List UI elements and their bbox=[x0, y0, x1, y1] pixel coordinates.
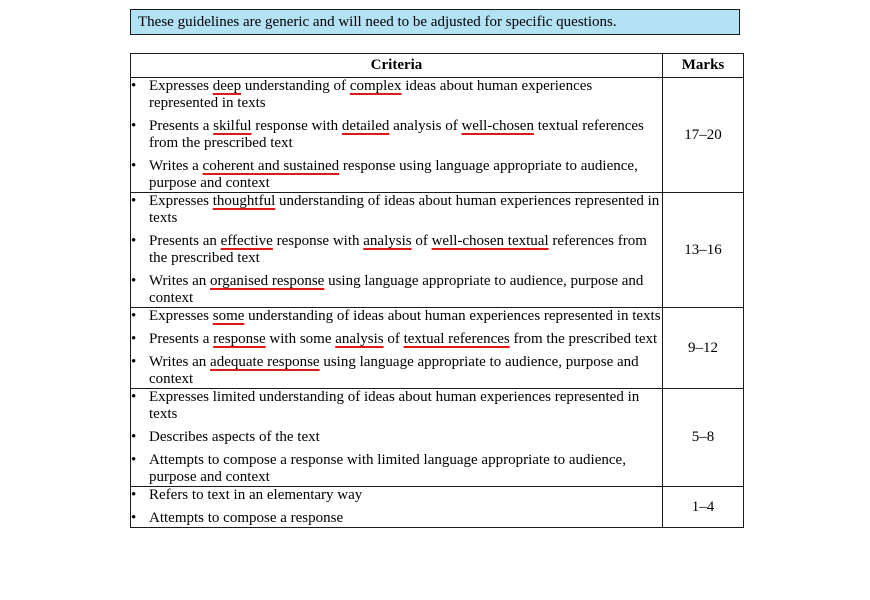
criterion-item bbox=[131, 429, 662, 446]
marks-cell: 13–16 bbox=[663, 193, 744, 308]
criterion-text: response with bbox=[272, 233, 364, 249]
criterion-text: Expresses bbox=[149, 308, 213, 324]
marking-criteria-table bbox=[130, 53, 744, 528]
criterion-text: Describes aspects of the text bbox=[149, 429, 320, 445]
emphasized-term: well-chosen bbox=[461, 118, 534, 134]
criterion-text: ideas about human experiences represented in texts bbox=[149, 78, 593, 111]
criterion-text: of bbox=[383, 331, 404, 347]
criterion-text: from the prescribed text bbox=[509, 331, 658, 347]
criteria-cell bbox=[131, 308, 663, 389]
criterion-item bbox=[131, 452, 662, 486]
criteria-cell bbox=[131, 389, 663, 487]
criterion-item bbox=[131, 389, 662, 423]
marks-cell: 5–8 bbox=[663, 389, 744, 487]
emphasized-term: skilful bbox=[213, 118, 252, 134]
emphasized-term: response bbox=[213, 331, 266, 347]
emphasized-term: analysis bbox=[335, 331, 384, 347]
marks-cell: 1–4 bbox=[663, 487, 744, 528]
criterion-item bbox=[131, 354, 662, 388]
criterion-item bbox=[131, 308, 662, 325]
criterion-item bbox=[131, 331, 662, 348]
criterion-item bbox=[131, 78, 662, 112]
band-row-1-4 bbox=[131, 487, 744, 528]
criterion-text: Expresses bbox=[149, 78, 213, 94]
criterion-text: Writes an bbox=[149, 354, 211, 370]
criterion-text: Writes an bbox=[149, 273, 211, 289]
criterion-text: references from the prescribed text bbox=[149, 233, 647, 266]
band-row-5-8 bbox=[131, 389, 744, 487]
emphasized-term: some bbox=[212, 308, 245, 324]
criteria-cell bbox=[131, 193, 663, 308]
criterion-text: Attempts to compose a response bbox=[149, 510, 344, 526]
emphasized-term: textual references bbox=[403, 331, 510, 347]
emphasized-term: organised response bbox=[210, 273, 325, 289]
criterion-item bbox=[131, 118, 662, 152]
criteria-list bbox=[131, 389, 662, 486]
criterion-text: Presents a bbox=[149, 118, 214, 134]
criterion-text: using language appropriate to audience, purpose and context bbox=[149, 273, 644, 306]
criterion-text: Presents a bbox=[149, 331, 214, 347]
criterion-item bbox=[131, 510, 662, 527]
criteria-list bbox=[131, 487, 662, 527]
criterion-text: understanding of bbox=[241, 78, 350, 94]
criteria-list bbox=[131, 308, 662, 388]
criterion-text: using language appropriate to audience, purpose and context bbox=[149, 354, 639, 387]
table-body bbox=[131, 78, 744, 528]
criterion-text: of bbox=[411, 233, 432, 249]
criterion-text: Presents an bbox=[149, 233, 221, 249]
criterion-text: Refers to text in an elementary way bbox=[149, 487, 363, 503]
emphasized-term: effective bbox=[220, 233, 273, 249]
criterion-text: analysis of bbox=[389, 118, 462, 134]
criterion-text: response using language appropriate to audience, purpose and context bbox=[149, 158, 638, 191]
criteria-list bbox=[131, 193, 662, 307]
emphasized-term: complex bbox=[349, 78, 402, 94]
criterion-text: textual references from the prescribed text bbox=[149, 118, 644, 151]
criteria-cell bbox=[131, 78, 663, 193]
criterion-item bbox=[131, 233, 662, 267]
criteria-header: Criteria bbox=[131, 54, 663, 78]
band-row-17-20 bbox=[131, 78, 744, 193]
criterion-text: understanding of ideas about human experiences represented in texts bbox=[244, 308, 661, 324]
criteria-list bbox=[131, 78, 662, 192]
emphasized-term: well-chosen textual bbox=[431, 233, 549, 249]
criterion-text: with some bbox=[265, 331, 336, 347]
criterion-text: Expresses bbox=[149, 193, 213, 209]
criteria-cell bbox=[131, 487, 663, 528]
criterion-item bbox=[131, 487, 662, 504]
emphasized-term: coherent and sustained bbox=[202, 158, 340, 174]
band-row-9-12 bbox=[131, 308, 744, 389]
guidelines-note: These guidelines are generic and will need to be adjusted for specific questions. bbox=[130, 9, 740, 35]
criterion-text: response with bbox=[251, 118, 342, 134]
marks-header: Marks bbox=[663, 54, 744, 78]
criterion-text: Expresses limited understanding of ideas about human experiences represented in texts bbox=[149, 389, 640, 422]
table-header-row bbox=[131, 54, 744, 78]
marks-cell: 17–20 bbox=[663, 78, 744, 193]
emphasized-term: detailed bbox=[341, 118, 390, 134]
emphasized-term: thoughtful bbox=[212, 193, 276, 209]
criterion-item bbox=[131, 158, 662, 192]
criterion-text: Attempts to compose a response with limited language appropriate to audience, purpose and context bbox=[149, 452, 626, 485]
emphasized-term: analysis bbox=[363, 233, 412, 249]
criterion-item bbox=[131, 273, 662, 307]
criterion-text: Writes a bbox=[149, 158, 203, 174]
criterion-item bbox=[131, 193, 662, 227]
band-row-13-16 bbox=[131, 193, 744, 308]
marks-cell: 9–12 bbox=[663, 308, 744, 389]
criterion-text: understanding of ideas about human experiences represented in texts bbox=[149, 193, 660, 226]
emphasized-term: adequate response bbox=[210, 354, 320, 370]
emphasized-term: deep bbox=[212, 78, 242, 94]
